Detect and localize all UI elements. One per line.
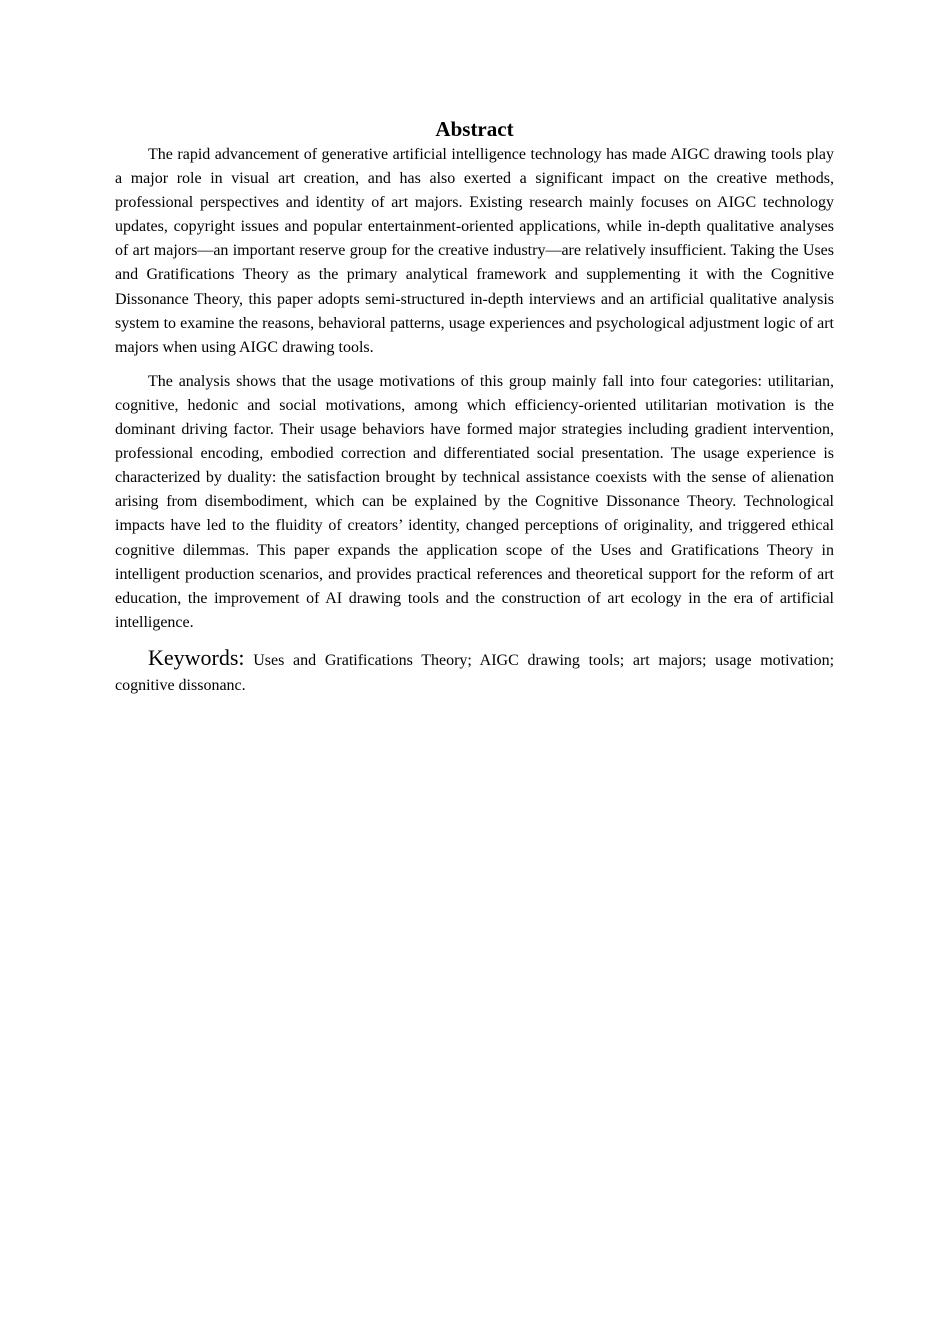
abstract-title: Abstract [435,117,514,141]
keywords-label: Keywords: [148,644,245,670]
abstract-paragraph-1: The rapid advancement of generative artificial intelligence technology has made AIGC drawing tools play a major role in visual art creation, and has also exerted a significant impact on the creative methods, professional perspectives and identity of art majors. Existing research mainly focuses on AIGC technology updates, copyright issues and popular entertainment-oriented applications, while in-depth qualitative analyses of art majors—an important reserve group for the creative industry—are relatively insufficient. Taking the Uses and Gratifications Theory as the primary analytical framework and supplementing it with the Cognitive Dissonance Theory, this paper adopts semi-structured in-depth interviews and an artificial qualitative analysis system to examine the reasons, behavioral patterns, usage experiences and psychological adjustment logic of art majors when using AIGC drawing tools. [115,146,834,356]
keywords-text: Uses and Gratifications Theory; AIGC drawing tools; art majors; usage motivation; cognitive dissonanc. [115,651,835,694]
abstract-paragraph-2: The analysis shows that the usage motivations of this group mainly fall into four categories: utilitarian, cognitive, hedonic and social motivations, among which efficiency-oriented utilitarian motivation is the dominant driving factor. Their usage behaviors have formed major strategies including gradient intervention, professional encoding, embodied correction and differentiated social presentation. The usage experience is characterized by duality: the satisfaction brought by technical assistance coexists with the sense of alienation arising from disembodiment, which can be explained by the Cognitive Dissonance Theory. Technological impacts have led to the fluidity of creators’ identity, changed perceptions of originality, and triggered ethical cognitive dilemmas. This paper expands the application scope of the Uses and Gratifications Theory in intelligent production scenarios, and provides practical references and theoretical support for the reform of art education, the improvement of AI drawing tools and the construction of art ecology in the era of artificial intelligence. [115,372,834,631]
keywords-line [115,645,834,698]
abstract-section [115,115,834,698]
